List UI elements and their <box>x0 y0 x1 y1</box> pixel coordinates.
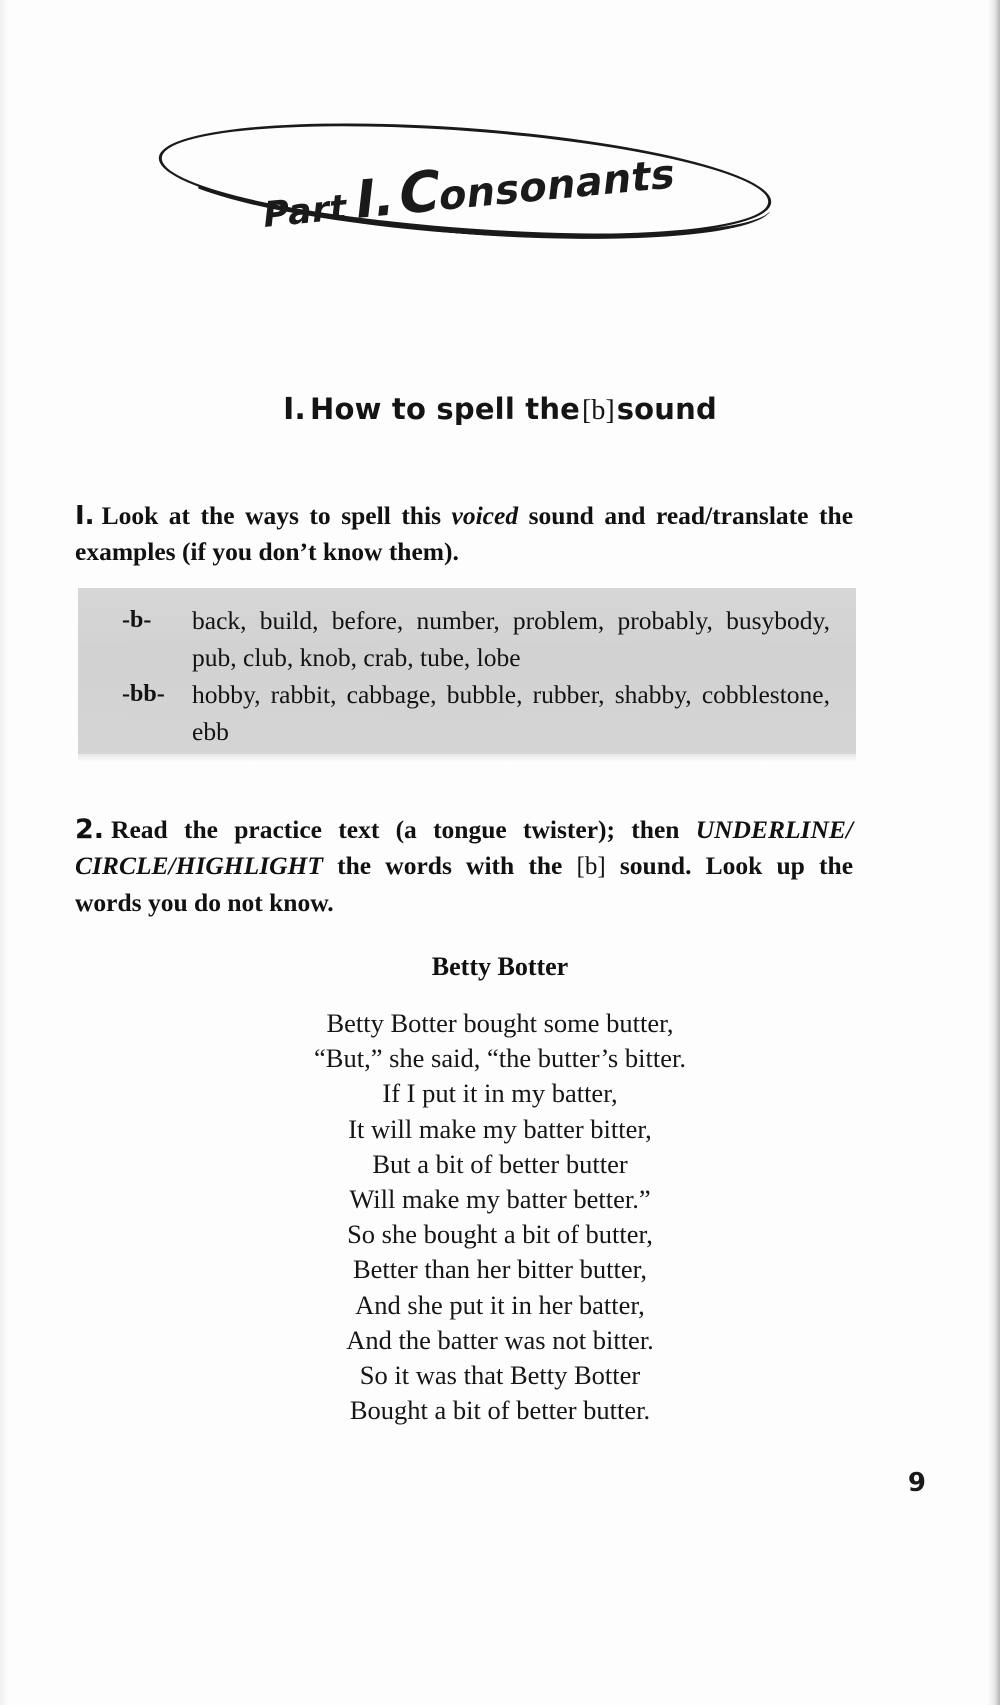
poem-line: And she put it in her batter, <box>355 1289 645 1320</box>
spelling-words-bb: hobby, rabbit, cabbage, bubble, rubber, shabby, cobblestone, ebb <box>192 680 830 746</box>
poem-line: So it was that Betty Botter <box>359 1360 641 1391</box>
exercise-2-number: 2. <box>75 814 105 845</box>
spelling-label-b: -b- <box>122 607 152 633</box>
exercise-2-ipa-symbol: [b] <box>576 853 606 880</box>
section-heading <box>0 392 1000 427</box>
poem-line: Better than her bitter butter, <box>352 1254 647 1285</box>
poem-title: Betty Botter <box>431 952 569 981</box>
section-number: I. <box>283 392 307 427</box>
poem-line: “But,” she said, “the butter’s bitter. <box>314 1043 686 1074</box>
banner-text-group <box>145 88 795 289</box>
exercise-2-seg-1: UNDERLINE/ CIRCLE/HIGHLIGHT <box>75 815 853 880</box>
exercise-1-number: I. <box>75 501 95 531</box>
exercise-1-seg-0: Look at the ways to spell this <box>101 501 452 530</box>
banner-part-title-cap: C <box>395 157 444 228</box>
poem-line: Bought a bit of better butter. <box>349 1395 651 1426</box>
page-left-edge-shadow <box>0 0 8 1705</box>
banner-part-title <box>395 135 679 228</box>
banner-part-number: I. <box>352 166 399 231</box>
poem-body <box>0 1006 1000 1428</box>
poem-line: Will make my batter better.” <box>349 1184 651 1215</box>
poem-line: It will make my batter bitter, <box>348 1113 652 1144</box>
poem-line: So she bought a bit of butter, <box>347 1219 653 1250</box>
banner-part-label: Part <box>260 187 350 236</box>
exercise-1-seg-2: sound and read/translate the examples (if you don’t know them). <box>75 501 854 566</box>
exercise-1-instruction <box>75 498 853 570</box>
spelling-label-bb: -bb- <box>122 681 165 707</box>
exercise-2-seg-2: the words with the <box>322 851 577 880</box>
exercise-2-seg-4: sound. Look up the words you do not know. <box>75 851 854 917</box>
exercise-2-seg-0: Read the practice text (a tongue twister); then <box>111 815 696 844</box>
section-title-after: sound <box>616 392 717 426</box>
poem-line: And the batter was not bitter. <box>346 1324 654 1355</box>
exercise-2-instruction <box>75 812 853 921</box>
section-ipa-symbol: [b] <box>582 395 615 426</box>
part-banner <box>150 118 790 258</box>
poem-line: But a bit of better butter <box>372 1148 628 1179</box>
spelling-examples-box <box>78 588 856 754</box>
poem-line: Betty Botter bought some butter, <box>326 1008 674 1038</box>
section-title-before: How to spell the <box>310 392 581 426</box>
spelling-row-bb <box>100 676 830 750</box>
page-right-edge-shadow <box>988 0 1000 1705</box>
exercise-1-seg-1: voiced <box>451 501 519 530</box>
poem-line: If I put it in my batter, <box>382 1078 618 1109</box>
banner-part-title-rest: onsonants <box>436 150 678 220</box>
page-number: 9 <box>907 1468 926 1498</box>
spelling-row-b <box>100 602 830 676</box>
spelling-words-b: back, build, before, number, problem, probably, busybody, pub, club, knob, crab, tube, lobe <box>192 606 830 672</box>
